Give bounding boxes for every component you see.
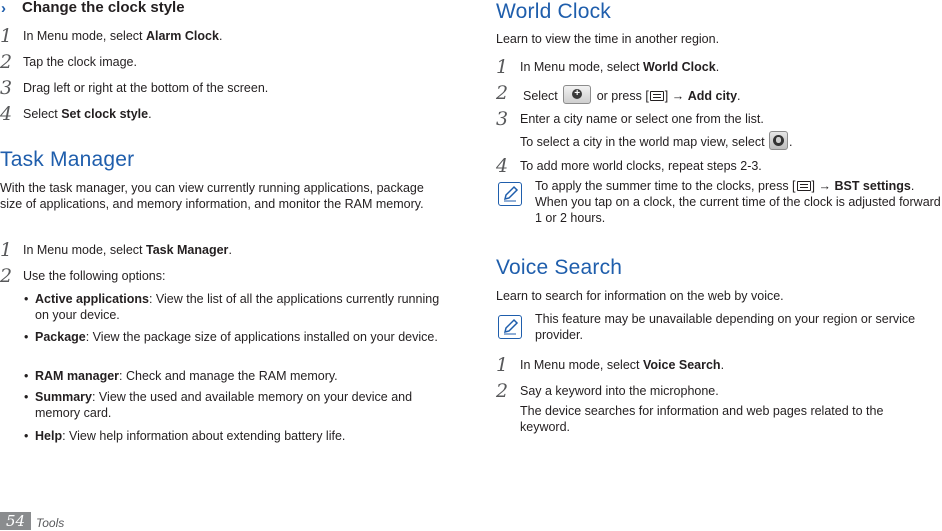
step-number: 2 xyxy=(0,265,13,287)
step-subtext-pre: To select a city in the world map view, select xyxy=(520,135,769,149)
step-text xyxy=(520,357,942,373)
step-text: Tap the clock image. xyxy=(23,55,137,69)
option-text xyxy=(35,389,442,421)
task-manager-label: Task Manager xyxy=(145,243,229,257)
step-number: 1 xyxy=(496,354,509,376)
set-clock-style-label: Set clock style xyxy=(61,107,149,121)
step-number: 1 xyxy=(0,25,13,47)
option-description: : View the package size of applications installed on your device. xyxy=(85,330,438,344)
bullet-icon: • xyxy=(24,390,29,404)
menu-key-icon xyxy=(797,181,811,191)
bullet-icon: • xyxy=(24,330,29,344)
add-button-icon: + xyxy=(563,85,591,104)
option-text xyxy=(35,368,442,384)
step-subtext-post: . xyxy=(789,135,793,149)
voice-search-title: Voice Search xyxy=(496,256,623,279)
note-line-2: When you tap on a clock, the current time of the clock is adjusted forward 1 or 2 hours. xyxy=(535,195,941,225)
step-text-pre: In Menu mode, select xyxy=(23,243,146,257)
step-text-mid: or press [ xyxy=(593,89,649,103)
option-description: : View the used and available memory on your device and memory card. xyxy=(35,390,413,420)
note-pencil-icon xyxy=(498,315,522,339)
section-label: Tools xyxy=(36,516,65,530)
option-name: Help xyxy=(35,429,63,443)
step-text-arrow: ] → xyxy=(664,89,688,103)
step-text-post: . xyxy=(720,358,725,372)
step-subtext xyxy=(520,131,942,150)
menu-key-icon xyxy=(650,91,664,101)
step-text-pre: Select xyxy=(523,89,562,103)
step-number: 4 xyxy=(0,103,13,125)
add-city-label: Add city xyxy=(687,89,738,103)
step-text-post: . xyxy=(715,60,720,74)
step-text: To add more world clocks, repeat steps 2-3. xyxy=(520,159,762,173)
step-text: Enter a city name or select one from the list. xyxy=(520,112,764,126)
chevron-right-icon: › xyxy=(1,0,6,17)
step-text-pre: In Menu mode, select xyxy=(520,358,643,372)
bullet-icon: • xyxy=(24,369,29,383)
option-name: Summary xyxy=(35,390,92,404)
bst-settings-label: BST settings xyxy=(834,179,911,193)
option-name: Active applications xyxy=(35,292,149,306)
task-manager-intro: With the task manager, you can view currently running applications, package size of applications, and memory information, and monitor the RAM memory. xyxy=(0,181,424,211)
world-clock-intro: Learn to view the time in another region. xyxy=(496,32,720,46)
clock-style-heading xyxy=(0,0,442,20)
step-text: Use the following options: xyxy=(23,269,166,283)
step-text xyxy=(23,106,442,122)
step-number: 1 xyxy=(496,56,509,78)
world-clock-label: World Clock xyxy=(642,60,716,74)
step-text xyxy=(523,85,942,104)
option-text xyxy=(35,291,442,323)
world-clock-note xyxy=(535,178,942,226)
alarm-clock-label: Alarm Clock xyxy=(145,29,219,43)
step-subtext: The device searches for information and web pages related to the keyword. xyxy=(520,404,884,434)
option-description: : View help information about extending battery life. xyxy=(62,429,346,443)
step-number: 2 xyxy=(496,82,509,104)
world-clock-title: World Clock xyxy=(496,0,612,23)
step-number: 4 xyxy=(496,155,509,177)
bullet-icon: • xyxy=(24,292,29,306)
note-post: . xyxy=(910,179,915,193)
option-name: Package xyxy=(35,330,86,344)
step-text-pre: In Menu mode, select xyxy=(520,60,643,74)
note-line-1 xyxy=(535,178,942,194)
step-text-pre: In Menu mode, select xyxy=(23,29,146,43)
step-text xyxy=(23,28,442,44)
note-pencil-icon xyxy=(498,182,522,206)
page-number: 54 xyxy=(0,512,31,530)
step-text-post: . xyxy=(148,107,152,121)
step-number: 2 xyxy=(496,380,509,402)
step-text: Drag left or right at the bottom of the screen. xyxy=(23,81,269,95)
step-number: 3 xyxy=(496,108,509,130)
world-map-icon xyxy=(769,131,788,150)
option-description: : Check and manage the RAM memory. xyxy=(119,369,338,383)
task-manager-title: Task Manager xyxy=(0,148,135,171)
clock-style-title: Change the clock style xyxy=(22,0,185,16)
voice-search-note: This feature may be unavailable depending on your region or service provider. xyxy=(535,312,916,342)
step-text-post: . xyxy=(737,89,741,103)
option-description: : View the list of all the applications currently running on your device. xyxy=(35,292,440,322)
option-text xyxy=(35,329,442,345)
step-number: 3 xyxy=(0,77,13,99)
note-arrow: ] → xyxy=(811,179,835,193)
voice-search-label: Voice Search xyxy=(642,358,721,372)
step-text xyxy=(520,59,942,75)
step-text xyxy=(23,242,442,258)
step-text-pre: Select xyxy=(23,107,62,121)
step-number: 1 xyxy=(0,239,13,261)
option-name: RAM manager xyxy=(35,369,120,383)
step-text-post: . xyxy=(218,29,223,43)
option-text xyxy=(35,428,442,444)
step-text: Say a keyword into the microphone. xyxy=(520,384,719,398)
step-text-post: . xyxy=(228,243,232,257)
note-pre: To apply the summer time to the clocks, press [ xyxy=(535,179,796,193)
voice-search-intro: Learn to search for information on the web by voice. xyxy=(496,289,784,303)
bullet-icon: • xyxy=(24,429,29,443)
step-number: 2 xyxy=(0,51,13,73)
